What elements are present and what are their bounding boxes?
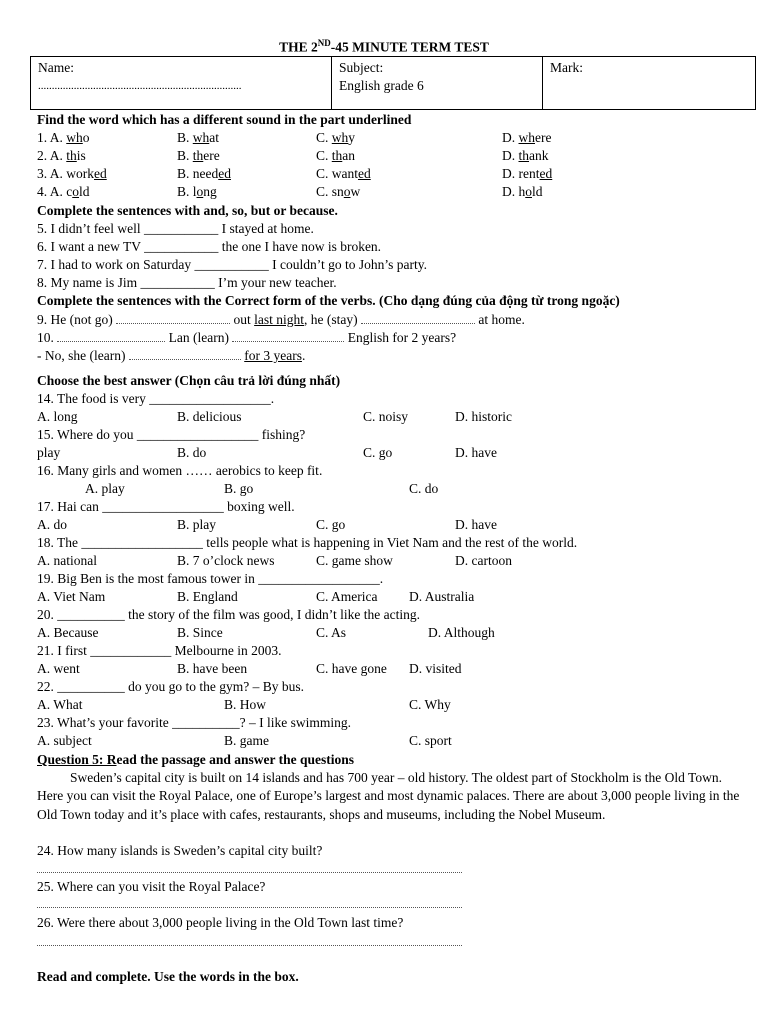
answer-option[interactable]: C. noisy bbox=[363, 409, 409, 424]
question-10-answer: - No, she (learn) for 3 years. bbox=[37, 348, 306, 363]
answer-option[interactable]: A. What bbox=[37, 697, 83, 712]
option[interactable]: 1. A. who bbox=[37, 130, 90, 145]
answer-option[interactable]: D. Australia bbox=[409, 589, 475, 604]
option[interactable]: B. needed bbox=[177, 166, 231, 181]
question-19: 19. Big Ben is the most famous tower in __________________. bbox=[37, 571, 384, 586]
answer-option[interactable]: B. have been bbox=[177, 661, 248, 676]
mark-label: Mark: bbox=[550, 60, 583, 75]
section5-heading: Question 5: Read the passage and answer the questions bbox=[37, 752, 355, 767]
subject-label: Subject: bbox=[339, 60, 384, 75]
answer-option[interactable]: D. Although bbox=[428, 625, 495, 640]
answer-line-25[interactable] bbox=[37, 907, 462, 908]
answer-option[interactable]: D. visited bbox=[409, 661, 462, 676]
question-18: 18. The __________________ tells people what is happening in Viet Nam and the rest of the world. bbox=[37, 535, 578, 550]
section2-heading: Complete the sentences with and, so, but or because. bbox=[37, 203, 338, 218]
answer-option[interactable]: A. national bbox=[37, 553, 97, 568]
question-5: 5. I didn’t feel well ___________ I stayed at home. bbox=[37, 221, 314, 236]
option[interactable]: D. hold bbox=[502, 184, 543, 199]
mark-cell bbox=[543, 57, 756, 110]
answer-option[interactable]: C. do bbox=[409, 481, 439, 496]
page-title: THE 2ND-45 MINUTE TERM TEST bbox=[279, 38, 489, 55]
answer-option[interactable]: C. As bbox=[316, 625, 347, 640]
question-9: 9. He (not go) out last night, he (stay) at home. bbox=[37, 312, 525, 327]
answer-option[interactable]: D. historic bbox=[455, 409, 512, 424]
option[interactable]: C. why bbox=[316, 130, 356, 145]
question-21: 21. I first ____________ Melbourne in 2003. bbox=[37, 643, 282, 658]
question-25: 25. Where can you visit the Royal Palace? bbox=[37, 879, 266, 894]
option[interactable]: B. what bbox=[177, 130, 220, 145]
option[interactable]: C. than bbox=[316, 148, 356, 163]
answer-option[interactable]: C. go bbox=[316, 517, 346, 532]
answer-option[interactable]: A. Viet Nam bbox=[37, 589, 106, 604]
answer-option[interactable]: C. sport bbox=[409, 733, 452, 748]
subject-cell bbox=[332, 57, 543, 110]
option[interactable]: D. where bbox=[502, 130, 552, 145]
reading-passage: Sweden’s capital city is built on 14 islands and has 700 year – old history. The oldest part of Stockholm is the Old Town. Here you can visit the Royal Palace, one of Europe’s largest and most dynamic palaces. There are about 3,000 people living in the Old Town today and it’s place with cafes, restaurants, shops and museums, including the Nobel Museum. bbox=[37, 770, 740, 822]
answer-blank[interactable] bbox=[129, 347, 241, 360]
answer-option[interactable]: C. go bbox=[363, 445, 393, 460]
question-16: 16. Many girls and women …… aerobics to keep fit. bbox=[37, 463, 323, 478]
answer-blank[interactable] bbox=[361, 311, 475, 324]
answer-option[interactable]: C. Why bbox=[409, 697, 451, 712]
answer-option[interactable]: B. delicious bbox=[177, 409, 242, 424]
answer-option[interactable]: B. play bbox=[177, 517, 216, 532]
answer-option[interactable]: B. game bbox=[224, 733, 269, 748]
name-dots: .......................................................................... bbox=[38, 80, 242, 92]
section1-heading: Find the word which has a different sound in the part underlined bbox=[37, 112, 412, 127]
option[interactable]: D. rented bbox=[502, 166, 553, 181]
answer-option[interactable]: B. England bbox=[177, 589, 238, 604]
answer-blank[interactable] bbox=[116, 311, 230, 324]
option[interactable]: B. long bbox=[177, 184, 217, 199]
question-17: 17. Hai can __________________ boxing well. bbox=[37, 499, 295, 514]
question-6: 6. I want a new TV ___________ the one I have now is broken. bbox=[37, 239, 382, 254]
answer-option[interactable]: A. went bbox=[37, 661, 80, 676]
option[interactable]: D. thank bbox=[502, 148, 549, 163]
question-22: 22. __________ do you go to the gym? – By bus. bbox=[37, 679, 304, 694]
answer-option[interactable]: D. have bbox=[455, 517, 497, 532]
option[interactable]: C. wanted bbox=[316, 166, 371, 181]
question-8: 8. My name is Jim ___________ I’m your new teacher. bbox=[37, 275, 337, 290]
answer-option[interactable]: A. play bbox=[85, 481, 125, 496]
option[interactable]: B. there bbox=[177, 148, 220, 163]
question-14: 14. The food is very __________________. bbox=[37, 391, 275, 406]
answer-option[interactable]: B. do bbox=[177, 445, 207, 460]
option[interactable]: 2. A. this bbox=[37, 148, 86, 163]
answer-option[interactable]: B. How bbox=[224, 697, 267, 712]
answer-line-26[interactable] bbox=[37, 945, 462, 946]
answer-blank[interactable] bbox=[232, 329, 344, 342]
answer-option[interactable]: D. cartoon bbox=[455, 553, 512, 568]
option[interactable]: C. snow bbox=[316, 184, 361, 199]
answer-option[interactable]: C. game show bbox=[316, 553, 393, 568]
option[interactable]: 4. A. cold bbox=[37, 184, 90, 199]
question-26: 26. Were there about 3,000 people living in the Old Town last time? bbox=[37, 915, 404, 930]
name-label: Name: bbox=[38, 60, 74, 75]
subject-value: English grade 6 bbox=[339, 78, 424, 93]
answer-option[interactable]: C. America bbox=[316, 589, 378, 604]
section6-heading: Read and complete. Use the words in the box. bbox=[37, 969, 299, 984]
section3-heading: Complete the sentences with the Correct form of the verbs. (Cho dạng đúng của động từ trong ngoặc) bbox=[37, 293, 620, 308]
answer-blank[interactable] bbox=[57, 329, 165, 342]
header-table bbox=[30, 56, 756, 110]
question-20: 20. __________ the story of the film was good, I didn’t like the acting. bbox=[37, 607, 420, 622]
question-15: 15. Where do you __________________ fishing? bbox=[37, 427, 306, 442]
name-cell bbox=[31, 57, 332, 110]
answer-option[interactable]: A. long bbox=[37, 409, 78, 424]
section4-heading: Choose the best answer (Chọn câu trả lời đúng nhất) bbox=[37, 373, 341, 388]
question-24: 24. How many islands is Sweden’s capital city built? bbox=[37, 843, 323, 858]
question-23: 23. What’s your favorite __________? – I like swimming. bbox=[37, 715, 351, 730]
answer-option[interactable]: play bbox=[37, 445, 61, 460]
answer-option[interactable]: A. do bbox=[37, 517, 67, 532]
answer-option[interactable]: A. Because bbox=[37, 625, 99, 640]
answer-option[interactable]: A. subject bbox=[37, 733, 92, 748]
answer-option[interactable]: B. Since bbox=[177, 625, 223, 640]
question-7: 7. I had to work on Saturday ___________ I couldn’t go to John’s party. bbox=[37, 257, 427, 272]
answer-option[interactable]: D. have bbox=[455, 445, 497, 460]
answer-option[interactable]: B. 7 o’clock news bbox=[177, 553, 275, 568]
answer-option[interactable]: C. have gone bbox=[316, 661, 387, 676]
question-10: 10. Lan (learn) English for 2 years? bbox=[37, 330, 457, 345]
option[interactable]: 3. A. worked bbox=[37, 166, 107, 181]
answer-option[interactable]: B. go bbox=[224, 481, 254, 496]
answer-line-24[interactable] bbox=[37, 872, 462, 873]
